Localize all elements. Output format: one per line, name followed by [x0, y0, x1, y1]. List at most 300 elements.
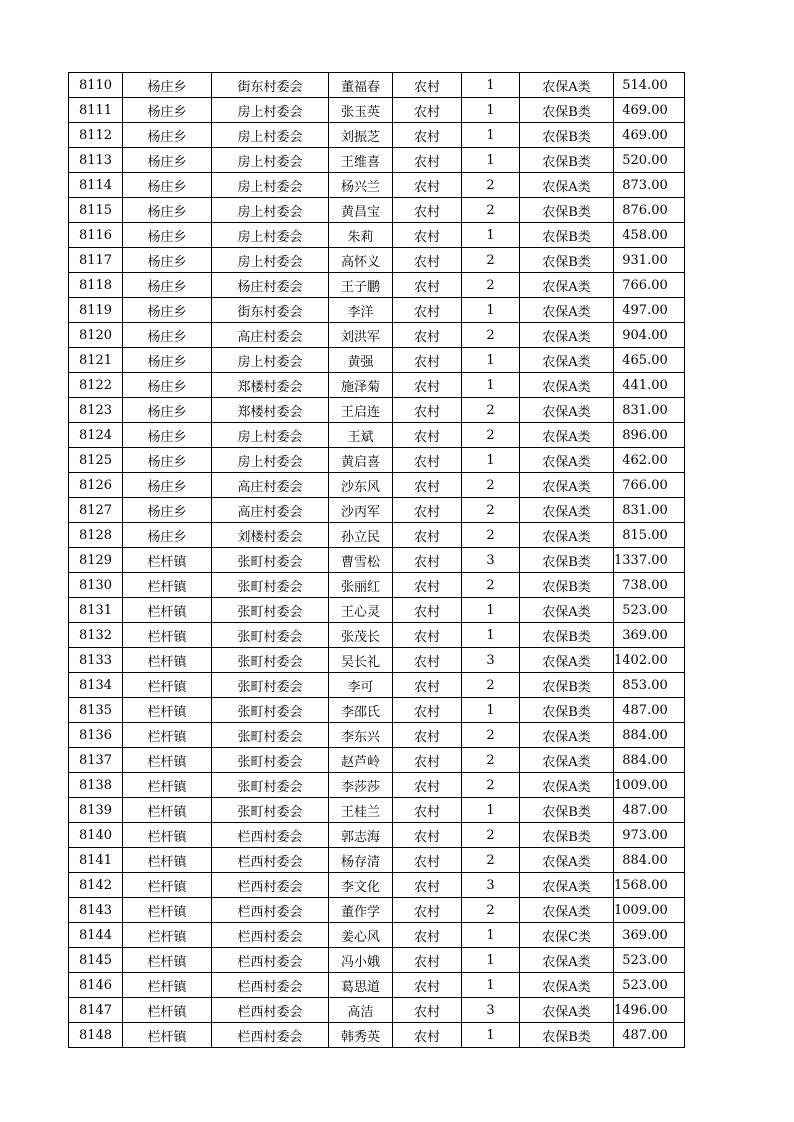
- household-size-cell: 2: [462, 198, 520, 223]
- household-type-cell: 农村: [393, 773, 462, 798]
- household-type-cell: 农村: [393, 648, 462, 673]
- household-size-cell: 1: [462, 1023, 520, 1048]
- insurance-category-cell: 农保A类: [520, 523, 614, 548]
- insurance-category-cell: 农保A类: [520, 873, 614, 898]
- amount-cell: 369.00: [614, 623, 685, 648]
- row-number-cell: 8135: [69, 698, 123, 723]
- household-size-cell: 2: [462, 173, 520, 198]
- amount-cell: 523.00: [614, 973, 685, 998]
- township-cell: 栏杆镇: [123, 948, 212, 973]
- township-cell: 栏杆镇: [123, 848, 212, 873]
- person-name-cell: 沙东风: [329, 473, 393, 498]
- row-number-cell: 8143: [69, 898, 123, 923]
- household-size-cell: 2: [462, 398, 520, 423]
- row-number-cell: 8118: [69, 273, 123, 298]
- person-name-cell: 黄启喜: [329, 448, 393, 473]
- household-type-cell: 农村: [393, 373, 462, 398]
- amount-cell: 497.00: [614, 298, 685, 323]
- insurance-category-cell: 农保B类: [520, 573, 614, 598]
- township-cell: 栏杆镇: [123, 573, 212, 598]
- table-row: [69, 848, 685, 873]
- table-row: [69, 998, 685, 1023]
- insurance-category-cell: 农保A类: [520, 448, 614, 473]
- household-type-cell: 农村: [393, 98, 462, 123]
- person-name-cell: 朱莉: [329, 223, 393, 248]
- household-size-cell: 2: [462, 523, 520, 548]
- insurance-category-cell: 农保B类: [520, 623, 614, 648]
- village-committee-cell: 张町村委会: [212, 698, 329, 723]
- amount-cell: 884.00: [614, 723, 685, 748]
- household-type-cell: 农村: [393, 748, 462, 773]
- household-type-cell: 农村: [393, 448, 462, 473]
- insurance-category-cell: 农保A类: [520, 773, 614, 798]
- person-name-cell: 黄昌宝: [329, 198, 393, 223]
- amount-cell: 523.00: [614, 598, 685, 623]
- household-size-cell: 2: [462, 498, 520, 523]
- township-cell: 杨庄乡: [123, 298, 212, 323]
- household-type-cell: 农村: [393, 1023, 462, 1048]
- insurance-category-cell: 农保B类: [520, 698, 614, 723]
- household-size-cell: 1: [462, 373, 520, 398]
- person-name-cell: 李东兴: [329, 723, 393, 748]
- village-committee-cell: 杨庄村委会: [212, 273, 329, 298]
- table-row: [69, 773, 685, 798]
- row-number-cell: 8136: [69, 723, 123, 748]
- row-number-cell: 8120: [69, 323, 123, 348]
- township-cell: 杨庄乡: [123, 473, 212, 498]
- table-row: [69, 873, 685, 898]
- household-size-cell: 2: [462, 748, 520, 773]
- household-type-cell: 农村: [393, 423, 462, 448]
- row-number-cell: 8111: [69, 98, 123, 123]
- person-name-cell: 孙立民: [329, 523, 393, 548]
- row-number-cell: 8139: [69, 798, 123, 823]
- household-type-cell: 农村: [393, 473, 462, 498]
- village-committee-cell: 栏西村委会: [212, 998, 329, 1023]
- table-row: [69, 973, 685, 998]
- amount-cell: 520.00: [614, 148, 685, 173]
- person-name-cell: 李文化: [329, 873, 393, 898]
- household-type-cell: 农村: [393, 248, 462, 273]
- household-type-cell: 农村: [393, 548, 462, 573]
- township-cell: 杨庄乡: [123, 373, 212, 398]
- amount-cell: 469.00: [614, 98, 685, 123]
- village-committee-cell: 栏西村委会: [212, 873, 329, 898]
- amount-cell: 1009.00: [614, 773, 685, 798]
- township-cell: 栏杆镇: [123, 673, 212, 698]
- amount-cell: 462.00: [614, 448, 685, 473]
- household-size-cell: 2: [462, 898, 520, 923]
- village-committee-cell: 栏西村委会: [212, 1023, 329, 1048]
- village-committee-cell: 郑楼村委会: [212, 398, 329, 423]
- row-number-cell: 8123: [69, 398, 123, 423]
- insurance-category-cell: 农保A类: [520, 973, 614, 998]
- household-size-cell: 2: [462, 473, 520, 498]
- township-cell: 栏杆镇: [123, 998, 212, 1023]
- amount-cell: 1568.00: [614, 873, 685, 898]
- table-row: [69, 798, 685, 823]
- person-name-cell: 姜心风: [329, 923, 393, 948]
- insurance-category-cell: 农保B类: [520, 1023, 614, 1048]
- person-name-cell: 高怀义: [329, 248, 393, 273]
- row-number-cell: 8141: [69, 848, 123, 873]
- amount-cell: 1009.00: [614, 898, 685, 923]
- household-type-cell: 农村: [393, 673, 462, 698]
- insurance-category-cell: 农保A类: [520, 298, 614, 323]
- household-size-cell: 1: [462, 148, 520, 173]
- amount-cell: 465.00: [614, 348, 685, 373]
- row-number-cell: 8148: [69, 1023, 123, 1048]
- household-size-cell: 1: [462, 698, 520, 723]
- township-cell: 栏杆镇: [123, 623, 212, 648]
- table-row: [69, 523, 685, 548]
- row-number-cell: 8137: [69, 748, 123, 773]
- household-type-cell: 农村: [393, 523, 462, 548]
- table-row: [69, 923, 685, 948]
- household-type-cell: 农村: [393, 298, 462, 323]
- person-name-cell: 冯小娥: [329, 948, 393, 973]
- insurance-category-cell: 农保A类: [520, 73, 614, 98]
- table-row: [69, 273, 685, 298]
- table-row: [69, 73, 685, 98]
- person-name-cell: 李洋: [329, 298, 393, 323]
- household-size-cell: 1: [462, 348, 520, 373]
- table-row: [69, 223, 685, 248]
- village-committee-cell: 张町村委会: [212, 798, 329, 823]
- village-committee-cell: 房上村委会: [212, 448, 329, 473]
- amount-cell: 973.00: [614, 823, 685, 848]
- township-cell: 杨庄乡: [123, 98, 212, 123]
- village-committee-cell: 刘楼村委会: [212, 523, 329, 548]
- amount-cell: 487.00: [614, 1023, 685, 1048]
- household-type-cell: 农村: [393, 323, 462, 348]
- household-type-cell: 农村: [393, 798, 462, 823]
- household-type-cell: 农村: [393, 348, 462, 373]
- person-name-cell: 王启连: [329, 398, 393, 423]
- village-committee-cell: 张町村委会: [212, 548, 329, 573]
- amount-cell: 831.00: [614, 398, 685, 423]
- insurance-category-cell: 农保A类: [520, 598, 614, 623]
- household-size-cell: 1: [462, 973, 520, 998]
- table-row: [69, 498, 685, 523]
- person-name-cell: 曹雪松: [329, 548, 393, 573]
- insurance-category-cell: 农保A类: [520, 473, 614, 498]
- person-name-cell: 王心灵: [329, 598, 393, 623]
- row-number-cell: 8134: [69, 673, 123, 698]
- insurance-category-cell: 农保B类: [520, 148, 614, 173]
- row-number-cell: 8114: [69, 173, 123, 198]
- village-committee-cell: 张町村委会: [212, 673, 329, 698]
- village-committee-cell: 街东村委会: [212, 298, 329, 323]
- household-size-cell: 2: [462, 248, 520, 273]
- amount-cell: 873.00: [614, 173, 685, 198]
- row-number-cell: 8119: [69, 298, 123, 323]
- village-committee-cell: 张町村委会: [212, 623, 329, 648]
- insurance-category-cell: 农保A类: [520, 748, 614, 773]
- amount-cell: 876.00: [614, 198, 685, 223]
- household-size-cell: 1: [462, 73, 520, 98]
- household-type-cell: 农村: [393, 948, 462, 973]
- table-row: [69, 898, 685, 923]
- household-size-cell: 2: [462, 423, 520, 448]
- household-type-cell: 农村: [393, 998, 462, 1023]
- amount-cell: 523.00: [614, 948, 685, 973]
- insurance-category-cell: 农保B类: [520, 123, 614, 148]
- household-type-cell: 农村: [393, 973, 462, 998]
- person-name-cell: 张茂长: [329, 623, 393, 648]
- village-committee-cell: 栏西村委会: [212, 898, 329, 923]
- row-number-cell: 8145: [69, 948, 123, 973]
- household-type-cell: 农村: [393, 73, 462, 98]
- village-committee-cell: 张町村委会: [212, 573, 329, 598]
- amount-cell: 766.00: [614, 273, 685, 298]
- household-size-cell: 3: [462, 648, 520, 673]
- table-row: [69, 548, 685, 573]
- household-size-cell: 1: [462, 623, 520, 648]
- person-name-cell: 李邵氏: [329, 698, 393, 723]
- township-cell: 杨庄乡: [123, 323, 212, 348]
- village-committee-cell: 房上村委会: [212, 148, 329, 173]
- insurance-category-cell: 农保B类: [520, 823, 614, 848]
- village-committee-cell: 房上村委会: [212, 423, 329, 448]
- household-size-cell: 2: [462, 848, 520, 873]
- household-size-cell: 2: [462, 823, 520, 848]
- household-type-cell: 农村: [393, 623, 462, 648]
- table-row: [69, 698, 685, 723]
- insurance-category-cell: 农保B类: [520, 798, 614, 823]
- household-size-cell: 1: [462, 923, 520, 948]
- amount-cell: 487.00: [614, 798, 685, 823]
- table-row: [69, 323, 685, 348]
- person-name-cell: 杨存清: [329, 848, 393, 873]
- township-cell: 杨庄乡: [123, 223, 212, 248]
- table-row: [69, 123, 685, 148]
- village-committee-cell: 张町村委会: [212, 598, 329, 623]
- household-type-cell: 农村: [393, 123, 462, 148]
- person-name-cell: 郭志海: [329, 823, 393, 848]
- table-row: [69, 648, 685, 673]
- amount-cell: 469.00: [614, 123, 685, 148]
- insurance-category-cell: 农保A类: [520, 173, 614, 198]
- household-type-cell: 农村: [393, 823, 462, 848]
- row-number-cell: 8132: [69, 623, 123, 648]
- person-name-cell: 刘振芝: [329, 123, 393, 148]
- insurance-category-cell: 农保A类: [520, 323, 614, 348]
- village-committee-cell: 张町村委会: [212, 648, 329, 673]
- row-number-cell: 8128: [69, 523, 123, 548]
- row-number-cell: 8125: [69, 448, 123, 473]
- table-row: [69, 623, 685, 648]
- table-row: [69, 173, 685, 198]
- household-type-cell: 农村: [393, 923, 462, 948]
- amount-cell: 458.00: [614, 223, 685, 248]
- row-number-cell: 8110: [69, 73, 123, 98]
- household-size-cell: 3: [462, 873, 520, 898]
- row-number-cell: 8138: [69, 773, 123, 798]
- township-cell: 杨庄乡: [123, 348, 212, 373]
- table-row: [69, 448, 685, 473]
- township-cell: 杨庄乡: [123, 123, 212, 148]
- household-size-cell: 1: [462, 948, 520, 973]
- row-number-cell: 8127: [69, 498, 123, 523]
- table-row: [69, 398, 685, 423]
- village-committee-cell: 房上村委会: [212, 348, 329, 373]
- insurance-category-cell: 农保A类: [520, 998, 614, 1023]
- household-size-cell: 1: [462, 223, 520, 248]
- household-size-cell: 2: [462, 273, 520, 298]
- row-number-cell: 8129: [69, 548, 123, 573]
- person-name-cell: 李可: [329, 673, 393, 698]
- township-cell: 栏杆镇: [123, 773, 212, 798]
- village-committee-cell: 张町村委会: [212, 723, 329, 748]
- village-committee-cell: 张町村委会: [212, 748, 329, 773]
- person-name-cell: 董福春: [329, 73, 393, 98]
- row-number-cell: 8133: [69, 648, 123, 673]
- village-committee-cell: 栏西村委会: [212, 923, 329, 948]
- village-committee-cell: 高庄村委会: [212, 473, 329, 498]
- village-committee-cell: 房上村委会: [212, 173, 329, 198]
- household-size-cell: 1: [462, 598, 520, 623]
- household-size-cell: 1: [462, 298, 520, 323]
- amount-cell: 884.00: [614, 848, 685, 873]
- household-type-cell: 农村: [393, 273, 462, 298]
- insurance-category-cell: 农保A类: [520, 848, 614, 873]
- row-number-cell: 8113: [69, 148, 123, 173]
- person-name-cell: 韩秀英: [329, 1023, 393, 1048]
- township-cell: 栏杆镇: [123, 823, 212, 848]
- amount-cell: 369.00: [614, 923, 685, 948]
- amount-cell: 441.00: [614, 373, 685, 398]
- person-name-cell: 黄强: [329, 348, 393, 373]
- household-type-cell: 农村: [393, 698, 462, 723]
- household-type-cell: 农村: [393, 498, 462, 523]
- table-row: [69, 573, 685, 598]
- household-size-cell: 3: [462, 548, 520, 573]
- insurance-category-cell: 农保A类: [520, 273, 614, 298]
- village-committee-cell: 栏西村委会: [212, 948, 329, 973]
- table-row: [69, 598, 685, 623]
- village-committee-cell: 张町村委会: [212, 773, 329, 798]
- row-number-cell: 8144: [69, 923, 123, 948]
- amount-cell: 853.00: [614, 673, 685, 698]
- insurance-category-cell: 农保A类: [520, 498, 614, 523]
- township-cell: 杨庄乡: [123, 423, 212, 448]
- household-type-cell: 农村: [393, 873, 462, 898]
- insurance-category-cell: 农保A类: [520, 398, 614, 423]
- village-committee-cell: 房上村委会: [212, 123, 329, 148]
- household-type-cell: 农村: [393, 148, 462, 173]
- insurance-category-cell: 农保A类: [520, 348, 614, 373]
- insurance-category-cell: 农保A类: [520, 423, 614, 448]
- household-type-cell: 农村: [393, 723, 462, 748]
- township-cell: 栏杆镇: [123, 723, 212, 748]
- person-name-cell: 高洁: [329, 998, 393, 1023]
- row-number-cell: 8142: [69, 873, 123, 898]
- township-cell: 杨庄乡: [123, 198, 212, 223]
- amount-cell: 514.00: [614, 73, 685, 98]
- household-size-cell: 2: [462, 723, 520, 748]
- table-row: [69, 823, 685, 848]
- table-row: [69, 673, 685, 698]
- township-cell: 杨庄乡: [123, 448, 212, 473]
- person-name-cell: 王子鹏: [329, 273, 393, 298]
- amount-cell: 904.00: [614, 323, 685, 348]
- table-row: [69, 1023, 685, 1048]
- amount-cell: 931.00: [614, 248, 685, 273]
- village-committee-cell: 栏西村委会: [212, 848, 329, 873]
- insurance-category-cell: 农保B类: [520, 673, 614, 698]
- insurance-category-cell: 农保A类: [520, 648, 614, 673]
- insurance-category-cell: 农保B类: [520, 548, 614, 573]
- township-cell: 栏杆镇: [123, 923, 212, 948]
- table-row: [69, 298, 685, 323]
- insurance-category-cell: 农保A类: [520, 898, 614, 923]
- village-committee-cell: 房上村委会: [212, 98, 329, 123]
- person-name-cell: 沙丙军: [329, 498, 393, 523]
- row-number-cell: 8115: [69, 198, 123, 223]
- township-cell: 栏杆镇: [123, 548, 212, 573]
- amount-cell: 1402.00: [614, 648, 685, 673]
- township-cell: 栏杆镇: [123, 898, 212, 923]
- amount-cell: 487.00: [614, 698, 685, 723]
- township-cell: 杨庄乡: [123, 523, 212, 548]
- household-type-cell: 农村: [393, 223, 462, 248]
- insurance-category-cell: 农保A类: [520, 723, 614, 748]
- township-cell: 栏杆镇: [123, 748, 212, 773]
- row-number-cell: 8117: [69, 248, 123, 273]
- insurance-category-cell: 农保B类: [520, 248, 614, 273]
- table-row: [69, 98, 685, 123]
- village-committee-cell: 栏西村委会: [212, 823, 329, 848]
- township-cell: 栏杆镇: [123, 698, 212, 723]
- row-number-cell: 8140: [69, 823, 123, 848]
- amount-cell: 896.00: [614, 423, 685, 448]
- township-cell: 杨庄乡: [123, 173, 212, 198]
- village-committee-cell: 高庄村委会: [212, 498, 329, 523]
- person-name-cell: 董作学: [329, 898, 393, 923]
- person-name-cell: 王维喜: [329, 148, 393, 173]
- person-name-cell: 刘洪军: [329, 323, 393, 348]
- person-name-cell: 杨兴兰: [329, 173, 393, 198]
- village-committee-cell: 栏西村委会: [212, 973, 329, 998]
- township-cell: 杨庄乡: [123, 148, 212, 173]
- row-number-cell: 8130: [69, 573, 123, 598]
- amount-cell: 831.00: [614, 498, 685, 523]
- household-type-cell: 农村: [393, 848, 462, 873]
- village-committee-cell: 房上村委会: [212, 248, 329, 273]
- township-cell: 栏杆镇: [123, 798, 212, 823]
- insurance-category-cell: 农保B类: [520, 223, 614, 248]
- household-type-cell: 农村: [393, 898, 462, 923]
- row-number-cell: 8121: [69, 348, 123, 373]
- village-committee-cell: 郑楼村委会: [212, 373, 329, 398]
- household-size-cell: 1: [462, 123, 520, 148]
- township-cell: 杨庄乡: [123, 248, 212, 273]
- row-number-cell: 8131: [69, 598, 123, 623]
- township-cell: 栏杆镇: [123, 598, 212, 623]
- village-committee-cell: 街东村委会: [212, 73, 329, 98]
- table-row: [69, 423, 685, 448]
- amount-cell: 766.00: [614, 473, 685, 498]
- row-number-cell: 8112: [69, 123, 123, 148]
- table-row: [69, 948, 685, 973]
- table-row: [69, 748, 685, 773]
- household-size-cell: 3: [462, 998, 520, 1023]
- insurance-category-cell: 农保A类: [520, 373, 614, 398]
- insurance-category-cell: 农保B类: [520, 198, 614, 223]
- row-number-cell: 8146: [69, 973, 123, 998]
- township-cell: 杨庄乡: [123, 498, 212, 523]
